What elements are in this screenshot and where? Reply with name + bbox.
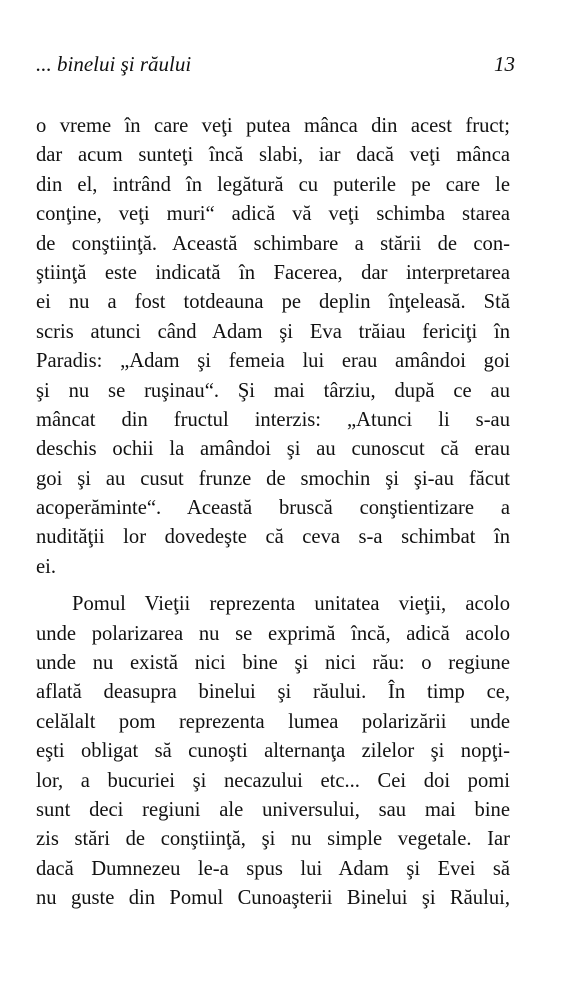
text-line: ştiinţă este indicată în Facerea, dar interpretarea (36, 261, 510, 284)
text-line: mâncat din fructul interzis: „Atunci li s-au (36, 408, 510, 431)
text-line: dacă Dumnezeu le-a spus lui Adam şi Evei să (36, 857, 510, 880)
running-title: ... binelui şi răului (36, 52, 192, 76)
text-line: ei. (36, 555, 57, 578)
text-line: din el, intrând în legătură cu puterile pe care le (36, 173, 510, 196)
paragraph-2 (36, 590, 510, 913)
body-text (36, 112, 510, 914)
text-line: goi şi au cusut frunze de smochin şi şi-au făcut (36, 467, 510, 490)
text-line: scris atunci când Adam şi Eva trăiau fericiţi în (36, 320, 510, 343)
text-line: aflată deasupra binelui şi răului. În timp ce, (36, 681, 510, 704)
text-line: nu guste din Pomul Cunoaşterii Binelui şi Răului, (36, 887, 510, 910)
text-line: nudităţii lor dovedeşte că ceva s-a schimbat în (36, 526, 510, 549)
text-line: eşti obligat să cunoşti alternanţa zilelor şi nopţi- (36, 740, 510, 763)
text-line: unde polarizarea nu se exprimă încă, adică acolo (36, 622, 510, 645)
text-line: sunt deci regiuni ale universului, sau mai bine (36, 798, 510, 821)
text-line: celălalt pom reprezenta lumea polarizării unde (36, 710, 510, 733)
text-line: zis stări de conştiinţă, şi nu simple vegetale. Iar (36, 828, 510, 851)
text-line: lor, a bucuriei şi necazului etc... Cei doi pomi (36, 769, 510, 792)
text-line: şi nu se ruşinau“. Şi mai târziu, după ce au (36, 379, 510, 402)
text-line: conţine, veţi muri“ adică vă veţi schimba starea (36, 203, 510, 226)
text-line: unde nu există nici bine şi nici rău: o regiune (36, 652, 510, 675)
running-header (36, 52, 515, 82)
text-line: acoperăminte“. Această bruscă conştientizare a (36, 497, 510, 520)
text-line: dar acum sunteţi încă slabi, iar dacă veţi mânca (36, 144, 510, 167)
text-line: ei nu a fost totdeauna pe deplin înţeleasă. Stă (36, 291, 510, 314)
text-line: Paradis: „Adam şi femeia lui erau amândoi goi (36, 350, 510, 373)
text-line: o vreme în care veţi putea mânca din acest fruct; (36, 115, 510, 137)
text-line: de conştiinţă. Această schimbare a stării de con- (36, 232, 510, 255)
paragraph-1 (36, 112, 510, 582)
text-line: deschis ochii la amândoi şi au cunoscut că erau (36, 438, 510, 461)
paragraph-gap (36, 582, 510, 590)
text-line: Pomul Vieţii reprezenta unitatea vieţii, acolo (72, 593, 510, 616)
page-number: 13 (494, 52, 515, 76)
